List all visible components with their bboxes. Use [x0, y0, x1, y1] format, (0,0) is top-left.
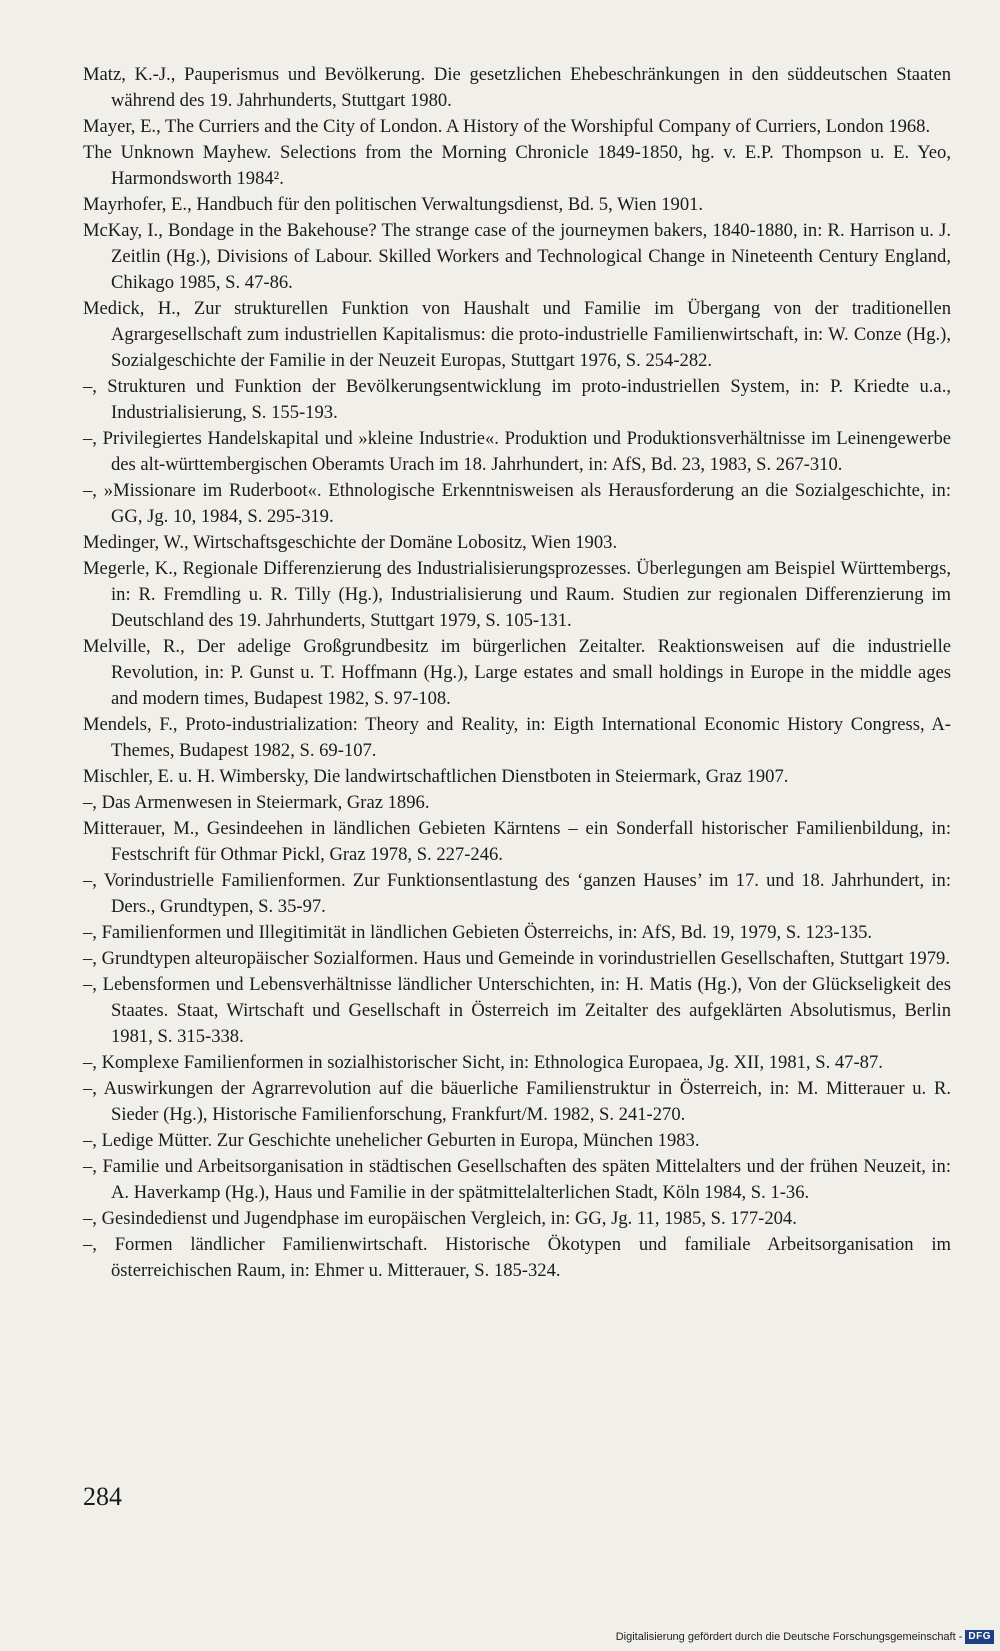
- digitization-footer: [616, 1629, 994, 1645]
- bibliography-entry: –, Gesindedienst und Jugendphase im europäischen Vergleich, in: GG, Jg. 11, 1985, S. 177-204.: [83, 1208, 797, 1229]
- bibliography-entry: –, Familie und Arbeitsorganisation in städtischen Gesellschaften des späten Mittelalters und der frühen Neuzeit, in: A. Haverkamp (Hg.), Haus und Familie in der spätmittelalterlichen Stadt, Köln 1984, S. 1-36.: [83, 1156, 951, 1203]
- bibliography-entry: –, Lebensformen und Lebensverhältnisse ländlicher Unterschichten, in: H. Matis (Hg.), Von der Glückseligkeit des Staates. Staat, Wirtschaft und Gesellschaft in Österreich im Zeitalter des aufgeklärten Absolutismus, Berlin 1981, S. 315-338.: [83, 974, 951, 1047]
- bibliography-entry: –, Komplexe Familienformen in sozialhistorischer Sicht, in: Ethnologica Europaea, Jg. XII, 1981, S. 47-87.: [83, 1052, 883, 1073]
- bibliography-entry: Megerle, K., Regionale Differenzierung des Industrialisierungsprozesses. Überlegungen am Beispiel Württembergs, in: R. Fremdling u. R. Tilly (Hg.), Industrialisierung und Raum. Studien zur regionalen Differenzierung im Deutschland des 19. Jahrhunderts, Stuttgart 1979, S. 105-131.: [83, 558, 951, 631]
- bibliography-entry: Mitterauer, M., Gesindeehen in ländlichen Gebieten Kärntens – ein Sonderfall historischer Familienbildung, in: Festschrift für Othmar Pickl, Graz 1978, S. 227-246.: [83, 818, 951, 865]
- bibliography-entry: Mischler, E. u. H. Wimbersky, Die landwirtschaftlichen Dienstboten in Steiermark, Graz 1907.: [83, 766, 789, 787]
- bibliography-entry: –, Das Armenwesen in Steiermark, Graz 1896.: [83, 792, 430, 813]
- bibliography-entry: –, »Missionare im Ruderboot«. Ethnologische Erkenntnisweisen als Herausforderung an die Sozialgeschichte, in: GG, Jg. 10, 1984, S. 295-319.: [83, 480, 951, 527]
- bibliography-entry: –, Auswirkungen der Agrarrevolution auf die bäuerliche Familienstruktur in Österreich, in: M. Mitterauer u. R. Sieder (Hg.), Historische Familienforschung, Frankfurt/M. 1982, S. 241-270.: [83, 1078, 951, 1125]
- bibliography-entry: Medinger, W., Wirtschaftsgeschichte der Domäne Lobositz, Wien 1903.: [83, 532, 618, 553]
- bibliography-entry: Mendels, F., Proto-industrialization: Theory and Reality, in: Eigth International Economic History Congress, A-Themes, Budapest 1982, S. 69-107.: [83, 714, 951, 761]
- bibliography-entry: –, Ledige Mütter. Zur Geschichte unehelicher Geburten in Europa, München 1983.: [83, 1130, 700, 1151]
- dfg-logo: DFG: [965, 1630, 994, 1644]
- bibliography-entry: Mayer, E., The Curriers and the City of London. A History of the Worshipful Company of Curriers, London 1968.: [83, 116, 931, 137]
- bibliography-entry: Melville, R., Der adelige Großgrundbesitz im bürgerlichen Zeitalter. Reaktionsweisen auf die industrielle Revolution, in: P. Gunst u. T. Hoffmann (Hg.), Large estates and small holdings in Europe in the middle ages and modern times, Budapest 1982, S. 97-108.: [83, 636, 951, 709]
- bibliography-entry: –, Strukturen und Funktion der Bevölkerungsentwicklung im proto-industriellen System, in: P. Kriedte u.a., Industrialisierung, S. 155-193.: [83, 376, 951, 423]
- footer-text: Digitalisierung gefördert durch die Deutsche Forschungsgemeinschaft -: [615, 1631, 963, 1643]
- bibliography-entry: Medick, H., Zur strukturellen Funktion von Haushalt und Familie im Übergang von der traditionellen Agrargesellschaft zum industriellen Kapitalismus: die proto-industrielle Familienwirtschaft, in: W. Conze (Hg.), Sozialgeschichte der Familie in der Neuzeit Europas, Stuttgart 1976, S. 254-282.: [83, 298, 951, 371]
- bibliography-entry: The Unknown Mayhew. Selections from the Morning Chronicle 1849-1850, hg. v. E.P. Thompson u. E. Yeo, Harmondsworth 1984².: [83, 142, 951, 189]
- bibliography-entry: –, Familienformen und Illegitimität in ländlichen Gebieten Österreichs, in: AfS, Bd. 19, 1979, S. 123-135.: [83, 922, 873, 943]
- bibliography-entry: –, Formen ländlicher Familienwirtschaft. Historische Ökotypen und familiale Arbeitsorganisation im österreichischen Raum, in: Ehmer u. Mitterauer, S. 185-324.: [83, 1234, 951, 1281]
- bibliography-entry: –, Privilegiertes Handelskapital und »kleine Industrie«. Produktion und Produktionsverhältnisse im Leinengewerbe des alt-württembergischen Oberamts Urach im 18. Jahrhundert, in: AfS, Bd. 23, 1983, S. 267-310.: [83, 428, 951, 475]
- bibliography-entry: McKay, I., Bondage in the Bakehouse? The strange case of the journeymen bakers, 1840-1880, in: R. Harrison u. J. Zeitlin (Hg.), Divisions of Labour. Skilled Workers and Technological Change in Nineteenth Century England, Chikago 1985, S. 47-86.: [83, 220, 951, 293]
- bibliography-entry: –, Vorindustrielle Familienformen. Zur Funktionsentlastung des ‘ganzen Hauses’ im 17. und 18. Jahrhundert, in: Ders., Grundtypen, S. 35-97.: [83, 870, 951, 917]
- page-number: 284: [83, 1482, 122, 1511]
- bibliography-entry: –, Grundtypen alteuropäischer Sozialformen. Haus und Gemeinde in vorindustriellen Gesellschaften, Stuttgart 1979.: [83, 948, 950, 969]
- bibliography-list: [83, 62, 951, 1284]
- bibliography-entry: Matz, K.-J., Pauperismus und Bevölkerung. Die gesetzlichen Ehebeschränkungen in den süddeutschen Staaten während des 19. Jahrhunderts, Stuttgart 1980.: [83, 64, 951, 111]
- bibliography-entry: Mayrhofer, E., Handbuch für den politischen Verwaltungsdienst, Bd. 5, Wien 1901.: [83, 194, 704, 215]
